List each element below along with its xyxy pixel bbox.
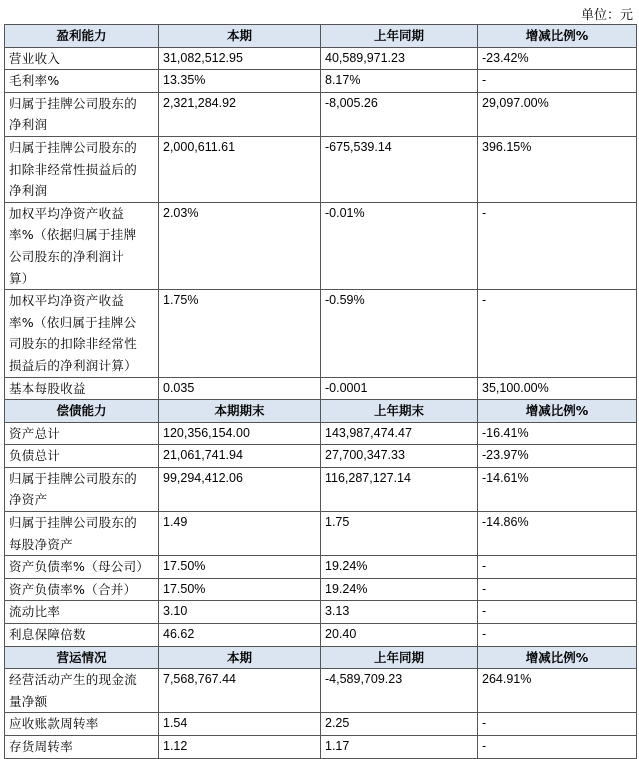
prior-value: -8,005.26	[321, 92, 478, 136]
prior-value: 27,700,347.33	[321, 445, 478, 468]
current-value: 17.50%	[159, 556, 321, 579]
current-value: 2,321,284.92	[159, 92, 321, 136]
current-value: 1.49	[159, 512, 321, 556]
column-header: 上年同期	[321, 25, 478, 48]
table-row	[5, 445, 637, 468]
current-value: 21,061,741.94	[159, 445, 321, 468]
section-header-row	[5, 25, 637, 48]
prior-value: -675,539.14	[321, 136, 478, 202]
change-percent: -	[478, 578, 637, 601]
prior-value: -4,589,709.23	[321, 669, 478, 713]
table-row	[5, 601, 637, 624]
prior-value: 1.75	[321, 512, 478, 556]
prior-value: 19.24%	[321, 556, 478, 579]
column-header: 偿债能力	[5, 400, 159, 423]
row-label: 负债总计	[5, 445, 159, 468]
prior-value: 116,287,127.14	[321, 467, 478, 511]
prior-value: -0.01%	[321, 202, 478, 289]
row-label: 归属于挂牌公司股东的 净利润	[5, 92, 159, 136]
prior-value: 20.40	[321, 624, 478, 647]
section-header-row	[5, 646, 637, 669]
change-percent: -	[478, 713, 637, 736]
change-percent: -	[478, 202, 637, 289]
current-value: 120,356,154.00	[159, 422, 321, 445]
current-value: 3.10	[159, 601, 321, 624]
change-percent: -16.41%	[478, 422, 637, 445]
row-label: 归属于挂牌公司股东的 每股净资产	[5, 512, 159, 556]
change-percent: -14.86%	[478, 512, 637, 556]
current-value: 1.12	[159, 736, 321, 759]
prior-value: 3.13	[321, 601, 478, 624]
table-row	[5, 422, 637, 445]
row-label: 资产负债率%（母公司）	[5, 556, 159, 579]
row-label: 利息保障倍数	[5, 624, 159, 647]
row-label: 加权平均净资产收益 率%（依据归属于挂牌 公司股东的净利润计 算）	[5, 202, 159, 289]
change-percent: -	[478, 556, 637, 579]
prior-value: 40,589,971.23	[321, 47, 478, 70]
current-value: 99,294,412.06	[159, 467, 321, 511]
row-label: 毛利率%	[5, 70, 159, 93]
current-value: 1.54	[159, 713, 321, 736]
change-percent: -23.42%	[478, 47, 637, 70]
column-header: 本期	[159, 646, 321, 669]
table-row	[5, 467, 637, 511]
current-value: 13.35%	[159, 70, 321, 93]
row-label: 资产负债率%（合并）	[5, 578, 159, 601]
prior-value: 8.17%	[321, 70, 478, 93]
current-value: 46.62	[159, 624, 321, 647]
current-value: 31,082,512.95	[159, 47, 321, 70]
row-label: 流动比率	[5, 601, 159, 624]
change-percent: 396.15%	[478, 136, 637, 202]
row-label: 基本每股收益	[5, 377, 159, 400]
table-row	[5, 512, 637, 556]
column-header: 本期期末	[159, 400, 321, 423]
row-label: 营业收入	[5, 47, 159, 70]
table-row	[5, 92, 637, 136]
table-row	[5, 624, 637, 647]
change-percent: -	[478, 70, 637, 93]
current-value: 2,000,611.61	[159, 136, 321, 202]
prior-value: 1.17	[321, 736, 478, 759]
table-row	[5, 669, 637, 713]
unit-label: 单位：元	[580, 8, 633, 23]
prior-value: 2.25	[321, 713, 478, 736]
change-percent: -	[478, 736, 637, 759]
column-header: 上年同期	[321, 646, 478, 669]
change-percent: -14.61%	[478, 467, 637, 511]
change-percent: -	[478, 290, 637, 377]
table-row	[5, 136, 637, 202]
row-label: 应收账款周转率	[5, 713, 159, 736]
section-header-row	[5, 400, 637, 423]
current-value: 17.50%	[159, 578, 321, 601]
financial-indicators-table	[4, 24, 637, 759]
table-row	[5, 202, 637, 289]
row-label: 归属于挂牌公司股东的 净资产	[5, 467, 159, 511]
current-value: 0.035	[159, 377, 321, 400]
table-row	[5, 290, 637, 377]
table-row	[5, 736, 637, 759]
table-row	[5, 556, 637, 579]
table-row	[5, 70, 637, 93]
column-header: 增减比例%	[478, 25, 637, 48]
column-header: 营运情况	[5, 646, 159, 669]
prior-value: -0.0001	[321, 377, 478, 400]
current-value: 2.03%	[159, 202, 321, 289]
row-label: 归属于挂牌公司股东的 扣除非经常性损益后的 净利润	[5, 136, 159, 202]
current-value: 7,568,767.44	[159, 669, 321, 713]
table-row	[5, 713, 637, 736]
row-label: 存货周转率	[5, 736, 159, 759]
prior-value: 19.24%	[321, 578, 478, 601]
column-header: 增减比例%	[478, 646, 637, 669]
change-percent: -23.97%	[478, 445, 637, 468]
row-label: 资产总计	[5, 422, 159, 445]
column-header: 盈利能力	[5, 25, 159, 48]
current-value: 1.75%	[159, 290, 321, 377]
change-percent: 264.91%	[478, 669, 637, 713]
row-label: 经营活动产生的现金流 量净额	[5, 669, 159, 713]
column-header: 本期	[159, 25, 321, 48]
change-percent: 35,100.00%	[478, 377, 637, 400]
column-header: 上年期末	[321, 400, 478, 423]
table-row	[5, 47, 637, 70]
table-row	[5, 578, 637, 601]
change-percent: 29,097.00%	[478, 92, 637, 136]
change-percent: -	[478, 601, 637, 624]
change-percent: -	[478, 624, 637, 647]
prior-value: -0.59%	[321, 290, 478, 377]
column-header: 增减比例%	[478, 400, 637, 423]
prior-value: 143,987,474.47	[321, 422, 478, 445]
row-label: 加权平均净资产收益 率%（依归属于挂牌公 司股东的扣除非经常性 损益后的净利润计算）	[5, 290, 159, 377]
table-row	[5, 377, 637, 400]
